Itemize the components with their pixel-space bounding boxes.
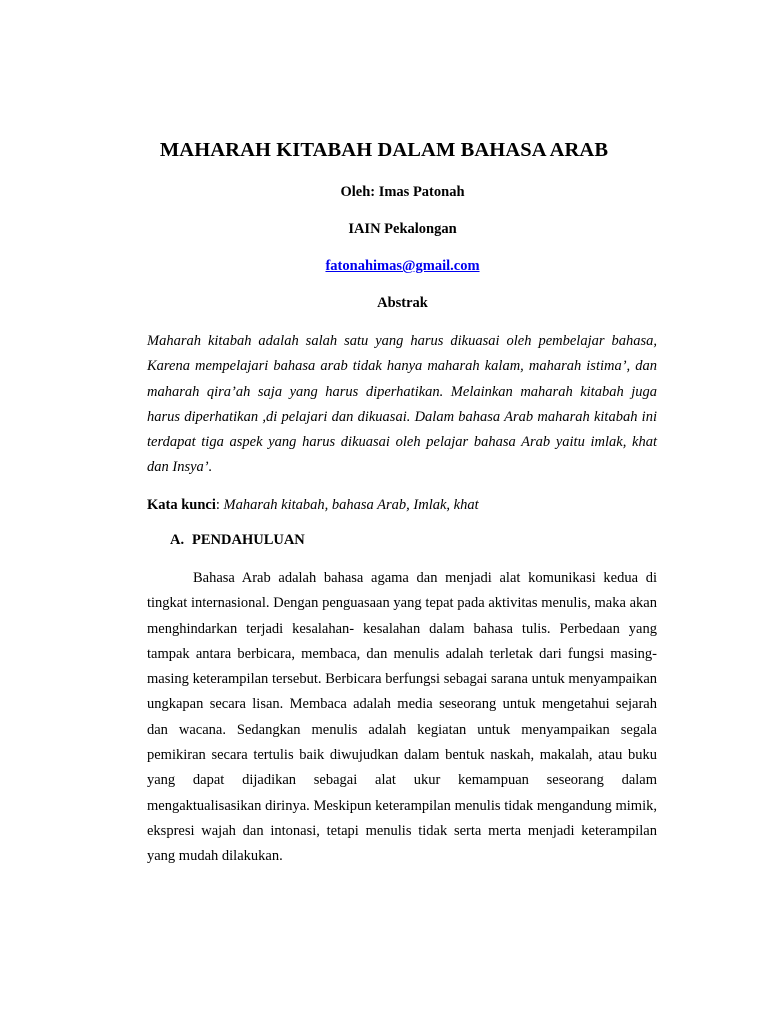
- affiliation-line: IAIN Pekalongan: [348, 221, 457, 237]
- abstract-text: Maharah kitabah adalah salah satu yang harus dikuasai oleh pembelajar bahasa, Karena mempelajari bahasa arab tidak hanya maharah kalam, maharah istima’, dan maharah qira’ah saja yang harus diperhatikan. Melainkan maharah kitabah juga harus diperhatikan ,di pelajari dan dikuasai. Dalam bahasa Arab maharah kitabah ini terdapat tiga aspek yang harus dikuasai oleh pelajar bahasa Arab yaitu imlak, khat dan Insya’.: [147, 333, 657, 476]
- abstract-heading: Abstrak: [377, 295, 428, 311]
- keywords-separator: :: [215, 497, 224, 513]
- section-number: A.: [170, 532, 185, 548]
- paper-title: MAHARAH KITABAH DALAM BAHASA ARAB: [159, 139, 609, 161]
- section-title: PENDAHULUAN: [192, 532, 305, 548]
- author-line: Oleh: Imas Patonah: [340, 184, 465, 200]
- body-paragraph: Bahasa Arab adalah bahasa agama dan menjadi alat komunikasi kedua di tingkat internasional. Dengan penguasaan yang tepat pada aktivitas menulis, maka akan menghindarkan terjadi kesalahan- kesalahan dalam bahasa tulis. Perbedaan yang tampak antara berbicara, membaca, dan menulis adalah terletak dari fungsi masing-masing keterampilan tersebut. Berbicara berfungsi sebagai sarana untuk menyampaikan ungkapan secara lisan. Membaca adalah media seseorang untuk mengetahui sejarah dan wacana. Sedangkan menulis adalah kegiatan untuk menyampaikan segala pemikiran secara tertulis baik diwujudkan dalam bentuk naskah, makalah, atau buku yang dapat dijadikan sebagai alat ukur kemampuan seseorang dalam mengaktualisasikan dirinya. Meskipun keterampilan menulis tidak mengandung mimik, ekspresi wajah dan intonasi, tetapi menulis tidak serta merta menjadi keterampilan yang mudah dilakukan.: [147, 570, 657, 865]
- email-line: [0, 258, 768, 275]
- section-heading: [170, 532, 305, 549]
- keywords-text: Maharah kitabah, bahasa Arab, Imlak, khat: [223, 497, 479, 513]
- keywords-line: [147, 494, 657, 516]
- email-link[interactable]: fatonahimas@gmail.com: [325, 258, 480, 274]
- keywords-label: Kata kunci: [147, 497, 216, 513]
